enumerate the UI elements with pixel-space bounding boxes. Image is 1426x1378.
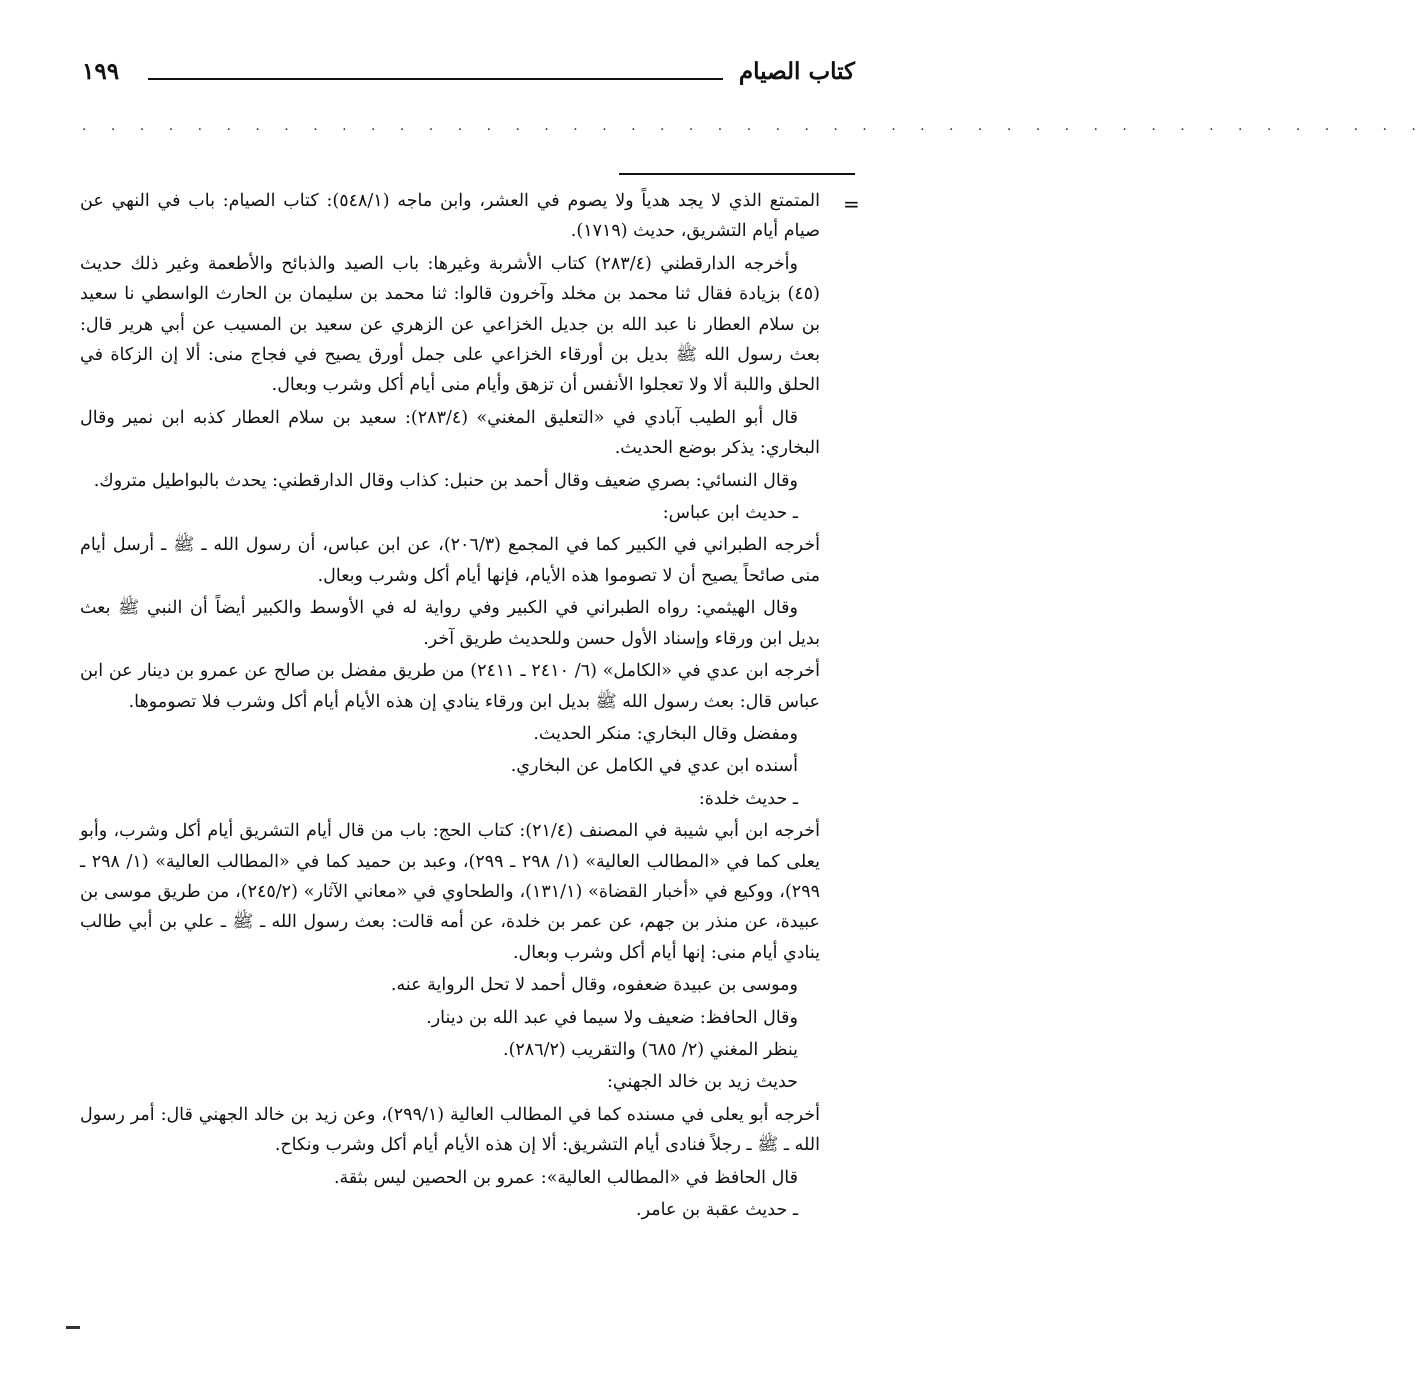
footnote-paragraph: أخرجه أبو يعلى في مسنده كما في المطالب العالية (٢٩٩/١)، وعن زيد بن خالد الجهني قال: أمر رسول الله ـ ﷺ ـ رجلاً فنادى أيام التشريق: ألا إن هذه الأيام أيام أكل وشرب ونكاح. [80,1104,820,1156]
footnote-paragraph: وقال الهيثمي: رواه الطبراني في الكبير وفي رواية له في الأوسط والكبير أيضاً أن النبي ﷺ بعث بديل ابن ورقاء وإسناد الأول حسن وللحديث طريق آخر. [80,598,820,649]
dotted-separator: . . . . . . . . . . . . . . . . . . . . . . . . . . . . . . . . . . . . . . . . . . . . . . . [82,118,1426,134]
footnote-paragraph: وموسى بن عبيدة ضعفوه، وقال أحمد لا تحل الرواية عنه. [390,975,798,996]
footnote-paragraph: أخرجه ابن عدي في «الكامل» (٦/ ٢٤١٠ ـ ٢٤١١) من طريق مفضل بن صالح عن عمرو بن دينار عن ابن عباس قال: بعث رسول الله ﷺ بديل ابن ورقاء ينادي إن هذه الأيام أيام أكل وشرب فلا تصوموها. [80,661,820,712]
footnote-paragraph: ومفضل وقال البخاري: منكر الحديث. [533,723,798,744]
section-heading: حديث زيد بن خالد الجهني: [607,1072,798,1093]
running-title: كتاب الصيام [738,58,855,85]
footnote-paragraph: أخرجه ابن أبي شيبة في المصنف (٢١/٤): كتاب الحج: باب من قال أيام التشريق أيام أكل وشرب، وأبو يعلى كما في «المطالب العالية» (١/ ٢٩٨ ـ ٢٩٩)، وعبد بن حميد كما في «المطالب العالية» (١/ ٢٩٨ ـ ٢٩٩)، ووكيع في «أخبار القضاة» (١٣١/١)، والطحاوي في «معاني الآثار» (٢٤٥/٢)، من طريق موسى بن عبيدة، عن منذر بن جهم، عن عمر بن خلدة، عن أمه قالت: بعث رسول الله ـ ﷺ ـ علي بن أبي طالب ينادي أيام منى: إنها أيام أكل وشرب وبعال. [80,821,820,963]
section-heading: ـ حديث ابن عباس: [662,503,798,524]
footnote-rule [619,173,855,175]
footnote-paragraph: ينظر المغني (٢/ ٦٨٥) والتقريب (٢٨٦/٢). [503,1039,798,1060]
continuation-mark: = [843,192,860,216]
page-number: ١٩٩ [82,58,120,85]
footnote-paragraph: وأخرجه الدارقطني (٢٨٣/٤) كتاب الأشربة وغيرها: باب الصيد والذبائح والأطعمة وغير ذلك حديث (٤٥) بزيادة فقال ثنا محمد بن مخلد وآخرون قالوا: ثنا محمد بن سليمان بن الحارث الواسطي نا سعيد بن سلام العطار نا عبد الله بن جديل الخزاعي عن الزهري عن سعيد بن المسيب عن أبي هرير قال: بعث رسول الله ﷺ بديل بن أورقاء الخزاعي على جمل أورق يصيح في فجاج منى: ألا إن الزكاة في الحلق واللبة ألا ولا تعجلوا الأنفس أن تزهق وأيام منى أيام أكل وشرب وبعال. [80,253,820,396]
footnote-paragraph: أخرجه الطبراني في الكبير كما في المجمع (٢٠٦/٣)، عن ابن عباس، أن رسول الله ـ ﷺ ـ أرسل أيام منى صائحاً يصيح أن لا تصوموا هذه الأيام، فإنها أيام أكل وشرب وبعال. [80,535,821,586]
footnote-text [80,186,820,1227]
section-heading: ـ حديث خلدة: [698,788,798,809]
header-rule [148,78,723,80]
footnote-paragraph: أسنده ابن عدي في الكامل عن البخاري. [510,756,798,777]
footnote-paragraph: المتمتع الذي لا يجد هدياً ولا يصوم في العشر، وابن ماجه (٥٤٨/١): كتاب الصيام: باب في النهي عن صيام أيام التشريق، حديث (١٧١٩). [80,191,820,242]
footnote-paragraph: قال الحافظ في «المطالب العالية»: عمرو بن الحصين ليس بثقة. [333,1167,798,1188]
footnote-paragraph: قال أبو الطيب آبادي في «التعليق المغني» (٢٨٣/٤): سعيد بن سلام العطار كذبه ابن نمير وقال البخاري: يذكر بوضع الحديث. [80,407,820,459]
footnote-paragraph: وقال النسائي: بصري ضعيف وقال أحمد بن حنبل: كذاب وقال الدارقطني: يحدث بالبواطيل متروك. [93,470,798,491]
footnote-paragraph: وقال الحافظ: ضعيف ولا سيما في عبد الله بن دينار. [426,1007,798,1028]
footer-mark [66,1326,80,1329]
page-header [80,52,855,92]
section-heading: ـ حديث عقبة بن عامر. [636,1200,798,1220]
